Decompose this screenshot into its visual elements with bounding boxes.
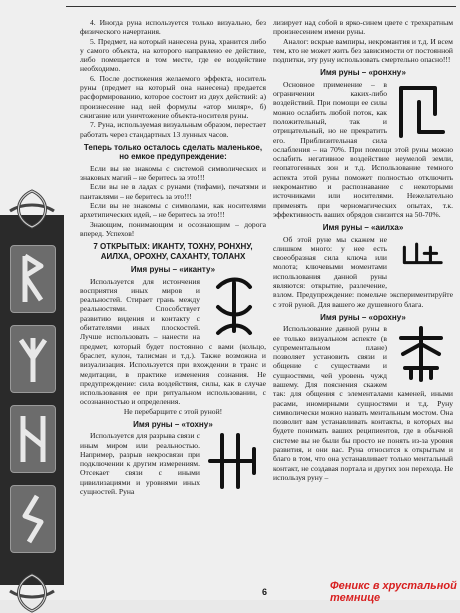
rune-sowilo-icon (15, 492, 51, 546)
rune-stone-n (10, 405, 56, 473)
right-column (273, 18, 453, 482)
paragraph: Знающим, понимающим и осознающим – дорога вперед. Успехов! (80, 219, 266, 238)
note: Не перебарщите с этой руной! (123, 406, 223, 416)
paragraph: Если вы не знакомы с системой символических и знаковых магий – не беритесь за это!!! (80, 163, 266, 183)
rune-ronkhnu-glyph-icon (391, 80, 453, 140)
paragraph: Если вы не знакомы с символами, как носителями архетипических идей, – не беритесь за это!!! (80, 201, 266, 220)
paragraph: Об этой руне мы скажем не слишком много: у нее есть своеобразная сила ключа или молота; ключевыми моментами использования данной руны являются: открытие, разлечение, взлом. Предупреждение: помельче экспериментируйте с этой руной. Для вашего же душевного блага. (273, 234, 453, 309)
paragraph: Основное применение – в ограничении каких-либо воздействий. При помощи ее силы можно ослабить любой поток, как положительный, так и отрицательный, но не прекратить его. Приблизительная сила ослабления – на 70%. При помощи этой руны можно ослабить негативное воздействие неумелой земли, геопатогенных зон и т.д. Использование темного аспекта этой руны поможет полностью отключить некромантию и распознавание с некоторыми источниками или носителями. Нежелательно применять при черномагических опытах, т.к. эффективность ваших обрядов снизится на 50-70%. (273, 79, 453, 219)
rune-ailkha-glyph-icon (391, 235, 453, 281)
top-rule (66, 6, 456, 7)
celtic-knot-top-icon (4, 189, 60, 229)
rune-ikantu-title: Имя руны – «иканту» (130, 265, 216, 275)
footer-watermark: Феникс в хрустальной темнице (330, 580, 457, 604)
rune-raidho-icon (15, 252, 51, 306)
rune-hagalaz-icon (15, 412, 51, 466)
paragraph: Если вы не в ладах с рунами (тифами), печатями и пантаклями – не беритесь за это!!! (80, 182, 266, 201)
rune-stone-y (10, 325, 56, 393)
section-heading: 7 ОТКРЫТЫХ: ИКАНТУ, ТОХНУ, РОНХНУ, АИЛХА, ОРОХНУ, САХАНТУ, ТОЛАНХ (93, 242, 253, 261)
page-number: 6 (262, 587, 268, 597)
paragraph: 7. Руна, используемая визуальным образом, перестает работать через стандартных 13 лунных часов. (80, 120, 266, 139)
rune-stone-s (10, 485, 56, 553)
paragraph: Используется для истончения восприятия иных миров и реальностей. Стирает грань между реальностями. Способствует развитию видения и контакту с обитателями иных плоскостей. Лучше использовать – нанести на предмет, который будет постоянно с вами (кольцо, браслет, кулон, талисман и т.д.). Также возможна и визуализация. Используется при вхождении в транс и медитации, в практике изменения сознания. Не предупреждение: сила воздействия, силы, как в случае использования ее при ритуальном использовании, с осознанностью и определения. (80, 276, 266, 407)
rune-stone-r (10, 245, 56, 313)
rune-sidebar (0, 215, 64, 585)
rune-ailkha-title: Имя руны – «аилха» (322, 223, 404, 233)
paragraph: 4. Иногда руна используется только визуально, без физического начертания. (80, 18, 266, 37)
rune-tokhnu-glyph-icon (204, 431, 266, 491)
left-column (80, 18, 266, 496)
paragraph: Использование данной руны в ее только визуальном аспекте (в супрементальном плане) позволяет установить связи и общение с существами и сущностями, чей уровень чужд вашему. Для пояснения скажем так: для общения с элементалами каменей, иными расами, иномирными сущностями и т.д. Руну символически можно назвать ментальным мостом. Она позволит вам устанавливать контакты, в которых вы будете понимать ваших реципиентов, где в обычной системе вы не были бы просто не понять из-за уровня развития, и они вас. Руна относится к открытым и благо в том, что она устанавливает только ментальный контакт, не создавая портала и других зон перехода. Не используя руну – (273, 324, 453, 482)
celtic-knot-bottom-icon (4, 573, 60, 613)
rune-algiz-icon (15, 332, 51, 386)
rune-tokhnu-title: Имя руны – «тохну» (133, 419, 213, 429)
warning-heading: Теперь только осталось сделать маленькое, но емкое предупреждение: (83, 142, 263, 162)
paragraph: лизирует над собой в ярко-синем цвете с трехкратным произнесением имени руны. (273, 18, 453, 37)
rune-orokhnu-glyph-icon (391, 324, 453, 384)
rune-ikantu-glyph-icon (204, 277, 266, 337)
paragraph: 6. После достижения желаемого эффекта, носитель руны (предмет на который она нанесена) предается расформированию, которое состоит из двух действий: а) произнесение над ней формулы «атор миляр», б) сжигание или уничтожение объекта-носителя руны. (80, 73, 266, 120)
paragraph: Используется для разрыва связи с иным миром или реальностью. Например, разрыв некросвязи при подключении к другим измерениям. Отсекает связи с иными цивилизациями и уровнями иных сущностей. Руна (80, 431, 200, 497)
paragraph: 5. Предмет, на который нанесена руна, хранится либо у самого объекта, на которого направлено ее действие, либо помещается в том месте, где ее воздействие необходимо. (80, 36, 266, 74)
rune-orokhnu-title: Имя руны – «орохну» (320, 312, 406, 322)
paragraph: Аналог: вскрые вампиры, некромантия и т.д. И всем тем, кто не может жить без зависимости от постоянной подпитки, эту руну использовать смертельно опасно!!! (273, 36, 453, 65)
rune-ronkhnu-title: Имя руны – «ронхну» (320, 68, 406, 78)
